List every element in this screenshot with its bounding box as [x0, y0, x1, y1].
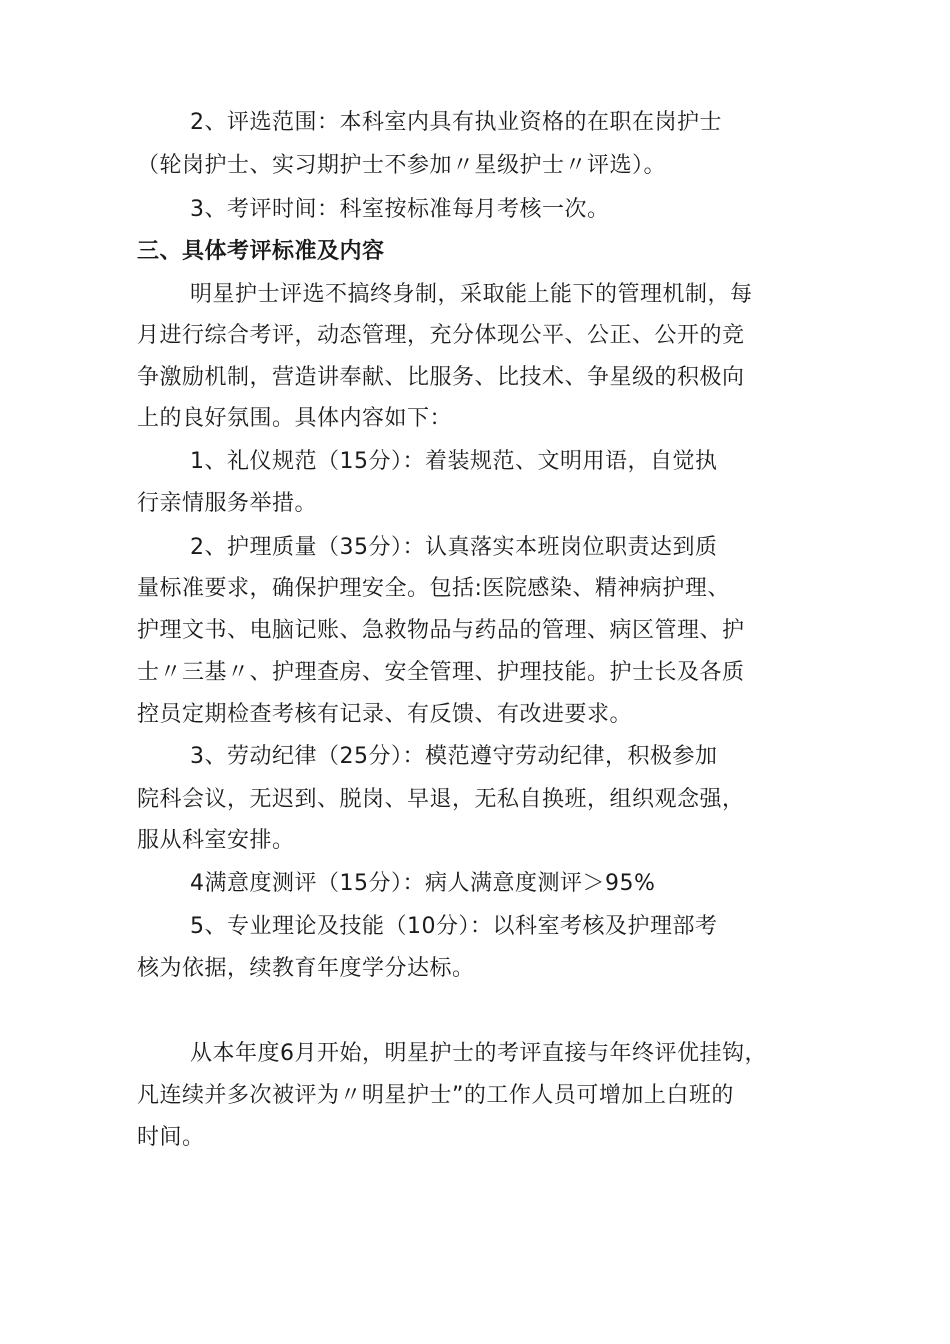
text-line: （轮岗护士、实习期护士不参加〃星级护士〃评选）。: [137, 153, 667, 178]
text-line: 量标准要求，确保护理安全。包括:医院感染、精神病护理、: [137, 576, 730, 601]
text-line: 院科会议，无迟到、脱岗、早退，无私自换班，组织观念强，: [137, 787, 745, 812]
text-line: 3、劳动纪律（25分）：模范遵守劳动纪律，积极参加: [190, 744, 718, 769]
text-line: 服从科室安排。: [137, 828, 295, 853]
text-line: 4满意度测评（15分）：病人满意度测评＞95%: [190, 871, 656, 896]
text-line: 5、专业理论及技能（10分）：以科室考核及护理部考: [190, 914, 718, 939]
text-line: 2、护理质量（35分）：认真落实本班岗位职责达到质: [190, 535, 718, 560]
text-line: 控员定期检查考核有记录、有反馈、有改进要求。: [137, 702, 633, 727]
text-line: 从本年度6月开始，明星护士的考评直接与年终评优挂钩，: [190, 1041, 767, 1066]
text-line: 1、礼仪规范（15分）：着装规范、文明用语，自觉执: [190, 449, 718, 474]
text-line: 明星护士评选不搞终身制，采取能上能下的管理机制，每: [190, 282, 753, 307]
section-heading: 三、具体考评标准及内容: [137, 239, 385, 264]
text-line: 3、考评时间：科室按标准每月考核一次。: [190, 197, 610, 222]
text-line: 士〃三基〃、护理查房、安全管理、护理技能。护士长及各质: [137, 660, 745, 685]
text-line: 时间。: [137, 1125, 205, 1150]
text-line: 争激励机制，营造讲奉献、比服务、比技术、争星级的积极向: [137, 365, 745, 390]
text-line: 护理文书、电脑记账、急救物品与药品的管理、病区管理、护: [137, 618, 745, 643]
text-line: 行亲情服务举措。: [137, 491, 318, 516]
text-line: 2、评选范围：本科室内具有执业资格的在职在岗护士: [190, 110, 722, 135]
text-line: 月进行综合考评，动态管理，充分体现公平、公正、公开的竞: [137, 323, 745, 348]
text-line: 凡连续并多次被评为〃明星护士”的工作人员可增加上白班的: [137, 1083, 734, 1108]
text-line: 核为依据，续教育年度学分达标。: [137, 956, 475, 981]
text-line: 上的良好氛围。具体内容如下：: [137, 406, 453, 431]
